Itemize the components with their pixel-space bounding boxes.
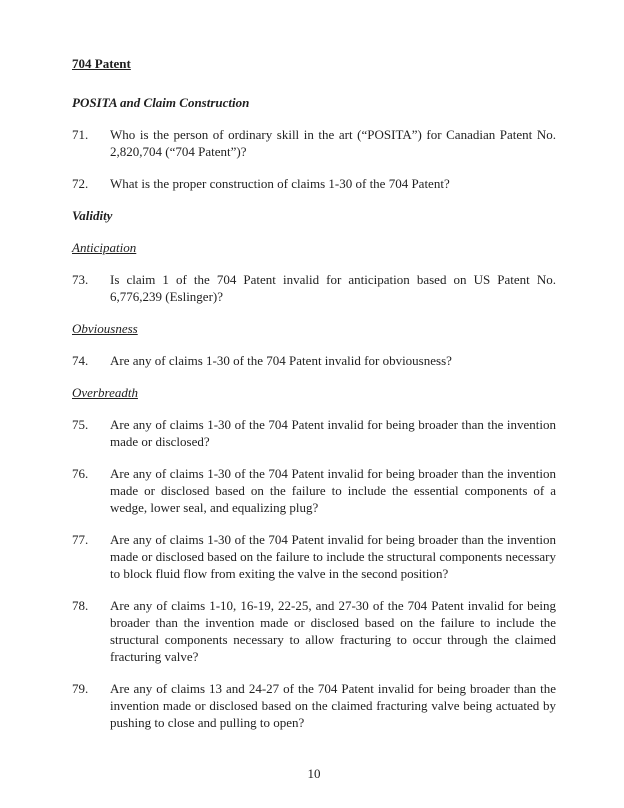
item-text: Are any of claims 1-30 of the 704 Patent invalid for being broader than the invention made or disclosed? <box>110 417 556 449</box>
item-text: Are any of claims 1-30 of the 704 Patent invalid for being broader than the invention made or disclosed based on the failure to include the essential components of a wedge, lower seal, and equalizing plug? <box>110 466 556 515</box>
list-item-75 <box>72 416 556 450</box>
item-text: Who is the person of ordinary skill in the art (“POSITA”) for Canadian Patent No. 2,820,704 (“704 Patent”)? <box>110 127 556 159</box>
subsection-heading-validity: Validity <box>72 208 113 223</box>
list-item-74 <box>72 352 556 369</box>
list-item-78 <box>72 597 556 665</box>
document-body <box>72 55 556 746</box>
item-number: 74. <box>72 353 89 368</box>
list-item-76 <box>72 465 556 516</box>
subsubsection-heading-overbreadth: Overbreadth <box>72 385 138 400</box>
subsubsection-heading-anticipation: Anticipation <box>72 240 137 255</box>
item-number: 76. <box>72 466 89 481</box>
item-number: 75. <box>72 417 89 432</box>
item-text: Are any of claims 1-30 of the 704 Patent invalid for obviousness? <box>110 353 452 368</box>
item-number: 77. <box>72 532 89 547</box>
item-text: Are any of claims 1-30 of the 704 Patent invalid for being broader than the invention made or disclosed based on the failure to include the structural components necessary to block fluid flow from exiting the valve in the second position? <box>110 532 556 581</box>
item-number: 78. <box>72 598 89 613</box>
item-number: 72. <box>72 176 89 191</box>
page-number: 10 <box>307 766 321 781</box>
list-item-72 <box>72 175 556 192</box>
list-item-77 <box>72 531 556 582</box>
item-number: 79. <box>72 681 89 696</box>
list-item-79 <box>72 680 556 731</box>
list-item-71 <box>72 126 556 160</box>
item-text: Is claim 1 of the 704 Patent invalid for anticipation based on US Patent No. 6,776,239 (Eslinger)? <box>110 272 556 304</box>
subsubsection-heading-obviousness: Obviousness <box>72 321 138 336</box>
item-text: Are any of claims 13 and 24-27 of the 704 Patent invalid for being broader than the invention made or disclosed based on the claimed fracturing valve being actuated by pushing to close and pulling to open? <box>110 681 556 730</box>
item-number: 71. <box>72 127 89 142</box>
item-text: What is the proper construction of claims 1-30 of the 704 Patent? <box>110 176 450 191</box>
section-heading-704-patent: 704 Patent <box>72 56 131 71</box>
item-number: 73. <box>72 272 89 287</box>
list-item-73 <box>72 271 556 305</box>
item-text: Are any of claims 1-10, 16-19, 22-25, and 27-30 of the 704 Patent invalid for being broader than the invention made or disclosed based on the failure to include the structural components necessary to allow fracturing to occur through the claimed fracturing valve? <box>110 598 556 664</box>
subsection-heading-posita-claim-construction: POSITA and Claim Construction <box>72 95 250 110</box>
